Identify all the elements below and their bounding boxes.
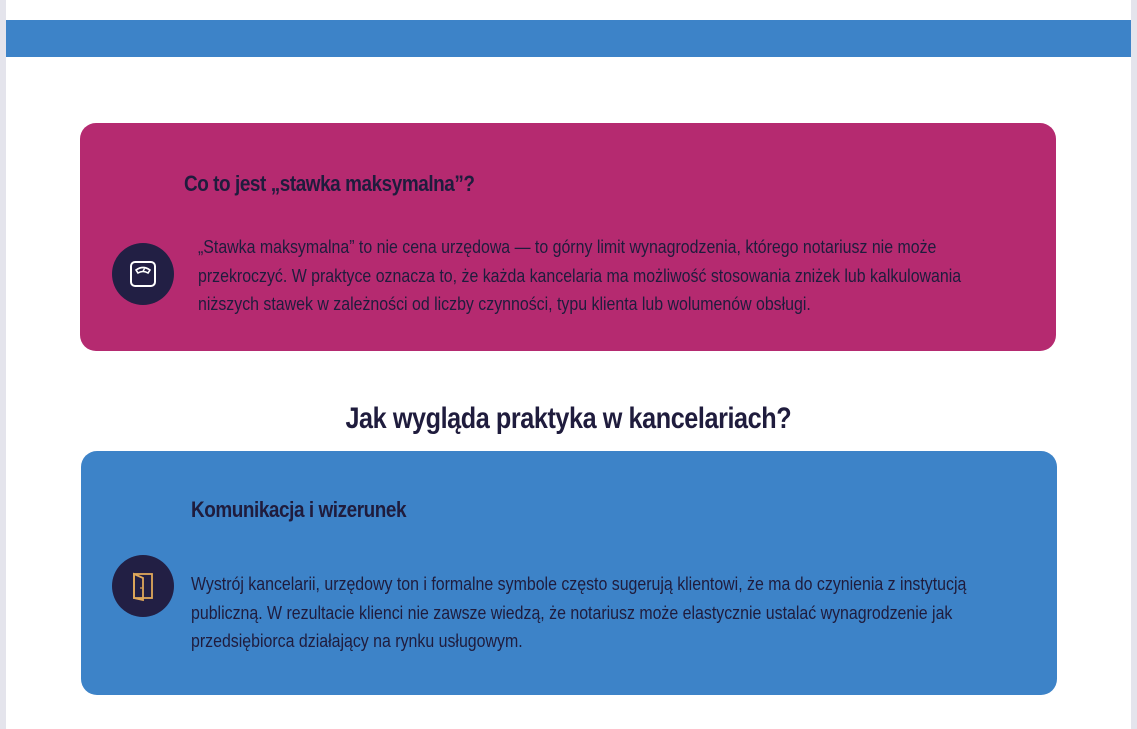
card-text: „Stawka maksymalna” to nie cena urzędowa — to górny limit wynagrodzenia, którego notariusz nie może przekroczyć. W praktyce oznacza to, że każda kancelaria ma możliwość stosowania zniżek lub kalkulowania niższych stawek w zależności od liczby czynności, typu klienta lub wolumenów obsługi.	[198, 236, 962, 314]
section-heading: Jak wygląda praktyka w kancelariach?	[345, 402, 792, 435]
page	[6, 0, 1131, 729]
card-text: Wystrój kancelarii, urzędowy ton i formalne symbole często sugerują klientowi, że ma do czynienia z instytucją publiczną. W rezultacie klienci nie zawsze wiedzą, że notariusz może elastycznie ustalać wynagrodzenie jak przedsiębiorca działający na rynku usługowym.	[191, 573, 967, 651]
top-banner	[6, 20, 1131, 57]
info-card-communication	[81, 451, 1057, 695]
card-title: Komunikacja i wizerunek	[191, 497, 407, 522]
card-title: Co to jest „stawka maksymalna”?	[184, 171, 475, 196]
door-icon	[112, 555, 174, 617]
scale-icon	[112, 243, 174, 305]
info-card-max-rate	[80, 123, 1056, 351]
